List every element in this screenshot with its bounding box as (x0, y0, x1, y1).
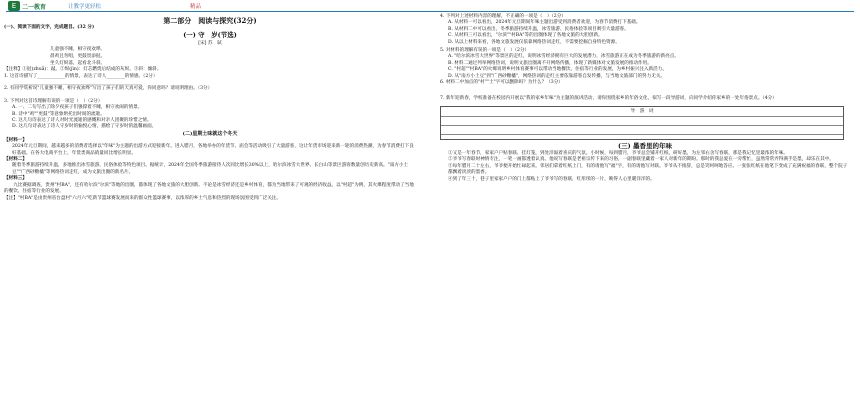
brand-logo (8, 1, 46, 11)
question-5-option: D. 从"南方小土豆"到"广西砂糖橘"，网络热词的走红主要依靠游客自发传播，与当地文旅部门的努力无关。 (448, 73, 666, 79)
answer-box-line (441, 116, 843, 117)
story-title: (三) 墨香里的年味 (618, 141, 672, 150)
poem-line: 儿童强不睡，相守夜欢哗。 (50, 47, 106, 53)
question-5-option: B. 材料二通过列举网络热词，说明文旅出圈离不开网络传播，体现了新媒体对文旅发展的推动作用。 (448, 60, 652, 66)
question-5-option: C. "村超""村BA"的火爆说明乡村体育赛事可以带动当地餐饮、住宿等行业的发展，为乡村振兴注入新活力。 (448, 67, 667, 73)
header-tagline: 让教学更轻松 (68, 4, 102, 10)
story-paragraph: ④到了年三十，巷子里家家户户的门上都贴上了爷爷写的春联，红彤彤的一片，映得人心里暖洋洋的。 (448, 176, 655, 182)
question-4-option: B. 从材料二中可以看出，冬季旅游持续升温，冰雪旅游、民俗体验等项目吸引大量游客。 (448, 26, 629, 32)
question-2: 2. 有同学赏析说"儿童强不睡，相守夜欢哗"写出了孩子们的天真可爱，你同意吗？请说明理由。（3分） (4, 86, 213, 92)
material-1-label: 【材料一】 (4, 137, 27, 143)
material-1-text: 2024年元旦期间，越来越多的消费者选择以"年味"为主题的出游方式迎接新年。进入腊月，各地举办的年货节、庙会等活动吸引了大量游客，这让年货市场迎来新一轮的消费热潮，为春节消费打下良好基础。在各大电商平台上，年货类商品销量同比增长明显。 (12, 144, 414, 156)
question-1-answer-line: ________________________________________________________ (4, 80, 142, 85)
right-column (440, 14, 850, 183)
poem-author: [宋] 苏 轼 (198, 41, 222, 47)
poem-line: 坐久灯烬落，起看北斗斜。 (50, 60, 106, 66)
question-3-option: A. 一、二句写出了除夕夜孩子们强撑着不睡，相守欢闹的情景。 (12, 105, 143, 111)
question-4-option: D. 从以上材料来看，各地文旅发展仅依靠网络热词走红，不需要挖掘自身特色资源。 (448, 39, 620, 45)
logo-text: 二一教育 (22, 3, 47, 11)
answer-box-line (441, 134, 843, 135)
tour-guide-answer-box[interactable] (440, 106, 844, 140)
question-3: 3. 下列对这首诗理解有误的一项是（ ）（2分） (4, 98, 103, 104)
story-paragraph: ①又是一年春节，家家户户贴春联、挂灯笼，到处洋溢着喜庆的气氛。小时候，每到腊月，爷爷总会铺开红纸，研好墨，为左邻右舍写春联，那是我记忆里最浓的年味。 (448, 150, 788, 156)
question-5-option: A. "哈尔滨冰雪大世界"等景区的走红，说明冰雪经济拥有巨大的发展潜力，冰雪旅游正在成为冬季旅游的新亮点。 (448, 54, 679, 60)
left-column (4, 14, 416, 202)
material-3-text: 九比赛据调查，贵州"村BA"，还有哈尔滨"尔滨"等地的出圈，都体现了各地文旅的大胆创新。不论是冰雪经济还是乡村体育，都为当地带来了可观的经济收益。以"村超"为例，其火爆程度带动了当地的餐饮、住宿等行业的发展。 (4, 182, 414, 195)
reading-instruction: (一)、阅读下面的文字，完成题目。(32 分) (4, 25, 95, 30)
logo-mark-icon: E (8, 1, 20, 11)
question-4: 4. 下列对上述材料内容的理解，不正确的一项是（ ）（2分） (440, 14, 566, 19)
answer-box-line (441, 125, 843, 126)
story-paragraph: ②爷爷写春联时神情专注，一笔一画都透着认真。他说写春联是老祖宗传下来的习俗，一副春联里藏着一家人对新年的期盼。那时的我总爱在一旁帮忙，虽然常常弄得满手是墨，却乐在其中。 (448, 157, 834, 163)
question-7: 7. 新年迎新春，学校准备在校园内开展以"我的家乡年味"为主题的演讲活动，请你围绕家乡的年俗文化，拟写一段导游词，向同学介绍你家乡的一处年俗景点。（4分） (440, 96, 777, 102)
story-paragraph: ③每年腊月二十左右，爷爷便开始忙碌起来。邻居们拿着红纸上门，有的请他写"福"字，有的请他写对联。爷爷从不推辞，总是笑呵呵地答应。一张张红纸在他笔下变成了充满祝福的春联，整个院子都飘着淡淡的墨香。 (448, 163, 848, 176)
answer-box-label: 导 游 词 (630, 108, 654, 114)
poem-line: 晨鸡且勿唱，更鼓畏添挝。 (50, 54, 106, 59)
page-header (0, 0, 860, 12)
question-3-option: B. 诗中"鸡""更鼓"等意象烘托出时间的流逝。 (12, 111, 105, 117)
material-2-text: 随着冬季旅游持续升温，多地推出冰雪旅游、民俗体验等特色项目。据统计，2024年全国冬季旅游接待人次同比增长30%以上，哈尔滨冰雪大世界、长白山等景区游客数量创历史新高。"南方小土豆""广西砂糖橘"等网络热词走红，成为文旅出圈的新名片。 (12, 163, 409, 175)
question-3-option: D. 这几句诗表达了诗人守岁时的愉悦心情，描绘了守岁时的温馨画面。 (12, 124, 157, 130)
material-heading: (二)星期土味就这个冬天 (182, 130, 238, 137)
question-4-option: A. 从材料一可以看出，2024年元旦期间年味主题出游受到消费者欢迎，为春节消费打下基础。 (448, 20, 641, 26)
material-2-label: 【材料二】 (4, 157, 27, 163)
poem-note: 【注释】①挝(zhuā)：敲。②烬(jìn)：灯芯燃烧后结成的灰烬。③斜：倾斜。 (4, 67, 162, 73)
poem-section-title: (一) 守 岁(节选) (183, 31, 237, 40)
material-note: 【注】"村BA"是由贵州省台盘村"六月六"吃新节篮球赛发展而来的群众性篮球赛事，以浓厚的乡土气息和热烈的现场氛围受到广泛关注。 (4, 195, 281, 201)
question-3-option: C. 这几句诗表达了诗人对时光流逝的感慨和对亲人团聚的珍惜之情。 (12, 118, 152, 124)
question-4-option: C. 从材料三可以看出，"尔滨""村BA"等的出圈体现了各地文旅的大胆创新。 (448, 33, 603, 39)
question-1: 1. 这首诗描写了____________的情景，表达了诗人________的情感。（2分） (4, 73, 158, 79)
section-title: 第二部分 阅读与探究(32分) (163, 16, 257, 25)
material-3-label: 【材料三】 (4, 176, 27, 182)
header-badge: 精品 (190, 4, 202, 10)
question-5: 5. 对材料的理解有误的一项是（ ）（2分） (440, 48, 530, 54)
question-6: 6. 材料二中加点的"村""土"字可以删除吗？为什么？（3分） (440, 80, 563, 86)
header-divider (6, 11, 854, 12)
